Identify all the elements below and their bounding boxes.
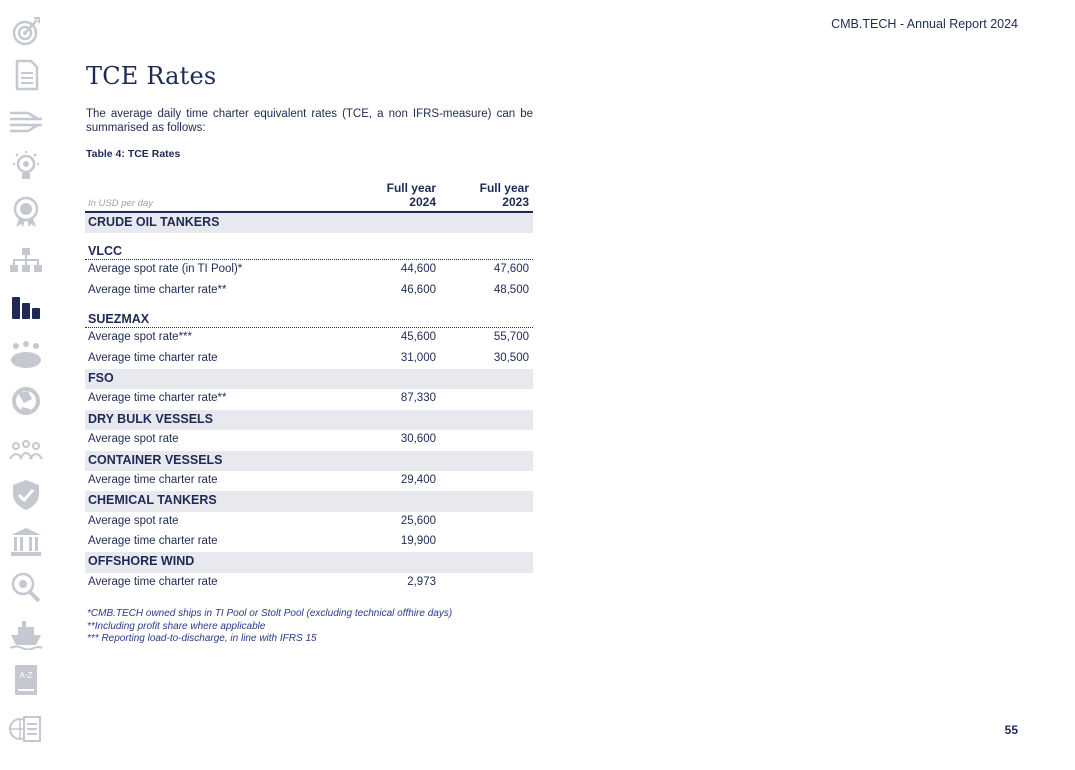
section-label: FSO	[88, 370, 114, 385]
award-badge-icon[interactable]	[6, 195, 46, 229]
glossary-az-icon[interactable]	[6, 663, 46, 697]
table-row	[85, 281, 533, 301]
fleet-lines-icon[interactable]	[6, 104, 46, 138]
section-row-crude-oil	[85, 213, 533, 233]
section-label: DRY BULK VESSELS	[88, 411, 214, 426]
value-2024: 44,600	[400, 263, 436, 276]
page-number: 55	[1004, 723, 1018, 737]
table-caption: Table 4: TCE Rates	[86, 148, 181, 160]
section-label: OFFSHORE WIND	[88, 554, 195, 569]
table-row	[85, 471, 533, 491]
table-row	[85, 349, 533, 369]
value-2024: 31,000	[400, 351, 436, 364]
table-row	[85, 532, 533, 552]
value-2024: 45,600	[400, 331, 436, 344]
value-2024: 2,973	[407, 575, 436, 588]
sidebar-nav	[0, 0, 52, 770]
subsection-label: SUEZMAX	[88, 312, 150, 327]
row-label: Average time charter rate**	[88, 283, 227, 296]
section-row-container	[85, 451, 533, 471]
column-header-2023-line1: Full year	[479, 181, 529, 195]
value-2023: 55,700	[493, 331, 529, 344]
column-header-2024	[387, 181, 436, 209]
row-label: Average spot rate (in TI Pool)*	[88, 263, 243, 276]
intro-paragraph: The average daily time charter equivalent rates (TCE, a non IFRS-measure) can be summarised as follows:	[86, 108, 533, 134]
column-header-2024-year: 2024	[409, 195, 436, 209]
footnotes	[87, 608, 452, 646]
value-2024: 25,600	[400, 514, 436, 527]
row-label: Average spot rate	[88, 433, 179, 446]
bank-building-icon[interactable]	[6, 525, 46, 559]
section-row-dry-bulk	[85, 410, 533, 430]
subsection-row-suezmax	[85, 301, 533, 328]
document-icon[interactable]	[6, 58, 46, 92]
table-row	[85, 573, 533, 593]
section-label: CHEMICAL TANKERS	[88, 493, 217, 508]
target-icon[interactable]	[6, 14, 46, 48]
shield-check-icon[interactable]	[6, 478, 46, 512]
report-header: CMB.TECH - Annual Report 2024	[831, 17, 1018, 31]
row-label: Average time charter rate	[88, 575, 218, 588]
community-icon[interactable]	[6, 337, 46, 371]
value-2024: 46,600	[400, 283, 436, 296]
globe-recycle-icon[interactable]	[6, 384, 46, 418]
subsection-label: VLCC	[88, 244, 123, 259]
section-row-chemical	[85, 491, 533, 511]
bar-chart-icon[interactable]	[6, 291, 46, 325]
section-row-offshore-wind	[85, 552, 533, 572]
table-row	[85, 260, 533, 280]
lightbulb-icon[interactable]	[6, 149, 46, 183]
value-2024: 30,600	[400, 433, 436, 446]
people-icon[interactable]	[6, 432, 46, 466]
row-label: Average time charter rate	[88, 535, 218, 548]
section-label: CRUDE OIL TANKERS	[88, 215, 220, 229]
page-title: TCE Rates	[86, 62, 217, 90]
value-2023: 47,600	[493, 263, 529, 276]
glossary-label: A-Z	[19, 671, 33, 680]
value-2024: 19,900	[400, 535, 436, 548]
row-label: Average spot rate	[88, 514, 179, 527]
subsection-row-vlcc	[85, 233, 533, 260]
table-row	[85, 512, 533, 532]
table-row	[85, 389, 533, 409]
table-header	[85, 180, 533, 213]
globe-document-icon[interactable]	[6, 711, 46, 745]
org-chart-icon[interactable]	[6, 244, 46, 278]
ship-icon[interactable]	[6, 617, 46, 651]
value-2023: 48,500	[493, 283, 529, 296]
footnote-3: *** Reporting load-to-discharge, in line with IFRS 15	[87, 633, 317, 645]
table-row	[85, 430, 533, 450]
units-label: In USD per day	[88, 198, 153, 209]
value-2023: 30,500	[493, 351, 529, 364]
tce-rates-table	[85, 180, 533, 593]
value-2024: 29,400	[400, 473, 436, 486]
row-label: Average time charter rate	[88, 351, 218, 364]
footnote-2: **Including profit share where applicable	[87, 620, 266, 632]
row-label: Average spot rate***	[88, 331, 192, 344]
column-header-2024-line1: Full year	[386, 181, 436, 195]
value-2024: 87,330	[400, 392, 436, 405]
section-label: CONTAINER VESSELS	[88, 452, 223, 467]
magnifier-icon[interactable]	[6, 570, 46, 604]
table-row	[85, 328, 533, 348]
row-label: Average time charter rate	[88, 473, 218, 486]
footnote-1: *CMB.TECH owned ships in TI Pool or Stolt Pool (excluding technical offhire days)	[87, 608, 453, 619]
section-row-fso	[85, 369, 533, 389]
row-label: Average time charter rate**	[88, 392, 227, 405]
column-header-2023	[480, 181, 529, 209]
column-header-2023-year: 2023	[502, 195, 529, 209]
